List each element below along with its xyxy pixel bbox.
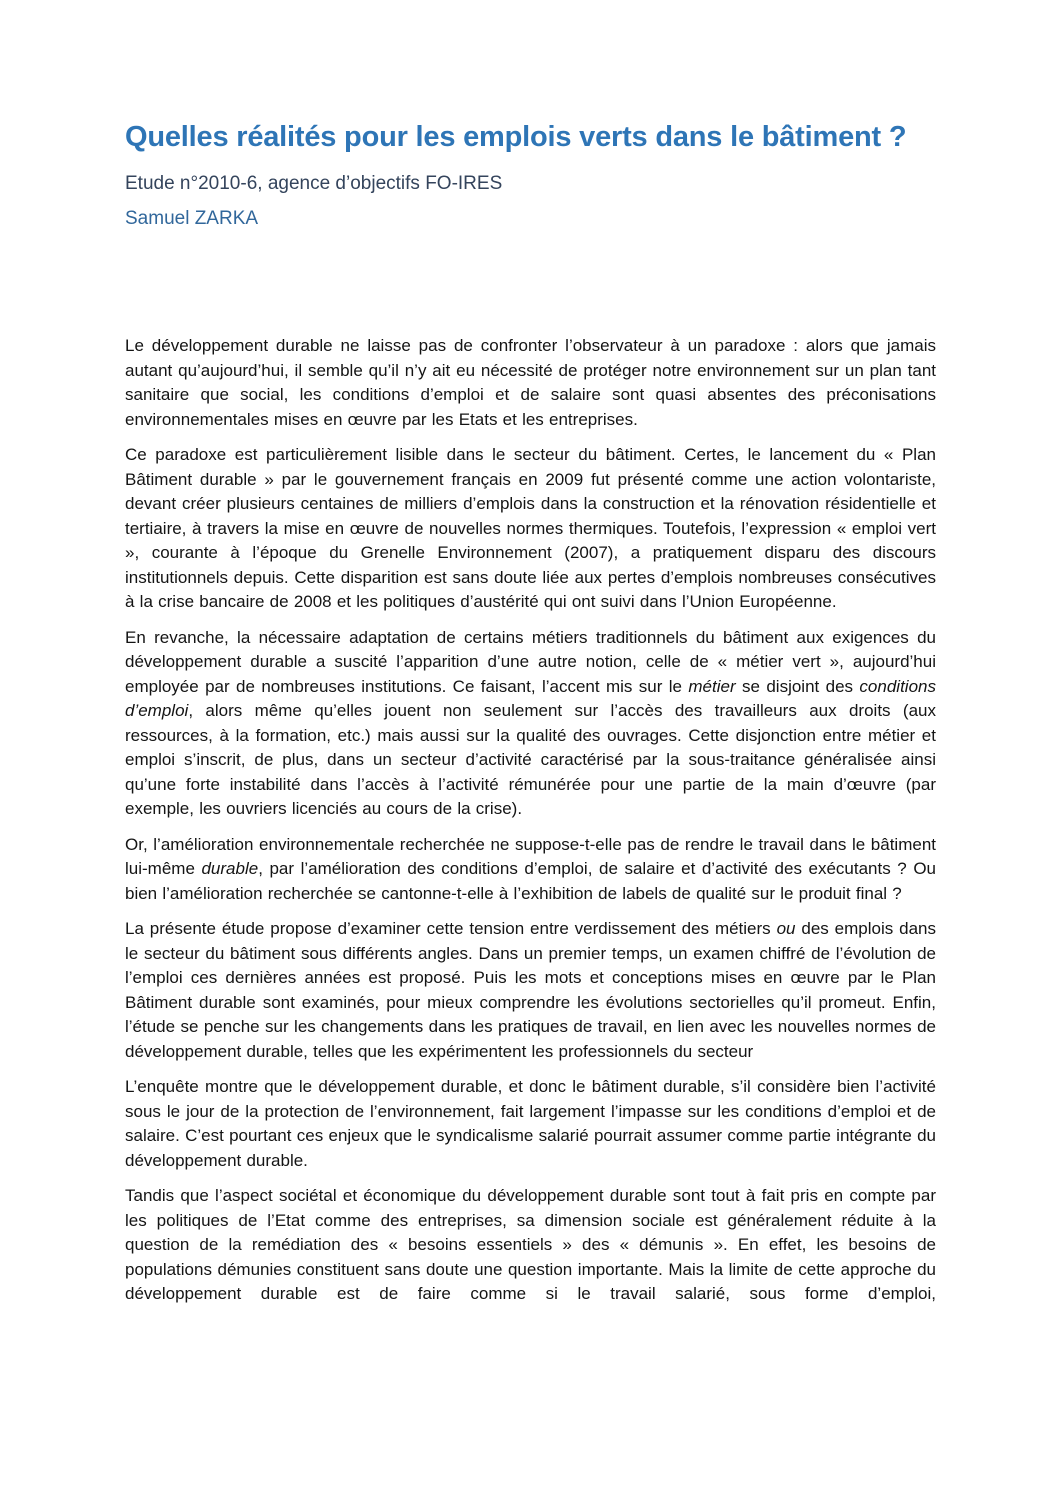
document-subtitle: Etude n°2010-6, agence d’objectifs FO-IRES	[125, 173, 503, 194]
body-paragraph	[125, 443, 936, 615]
paragraph-text: se disjoint des	[735, 676, 860, 696]
emphasized-text: ou	[776, 919, 796, 938]
body-paragraph	[125, 334, 936, 432]
body-text	[125, 334, 936, 1307]
paragraph-text: En revanche, la nécessaire adaptation de certains métiers traditionnels du bâtiment aux exigences du développement durable a suscité l’apparition d’une autre notion, celle de « métier vert », aujourd’hui employée par de nombreuses institutions. Ce faisant, l’accent mis sur le	[125, 627, 936, 696]
emphasized-text: durable	[201, 859, 259, 878]
paragraph-text: Tandis que l’aspect sociétal et économique du développement durable sont tout à fait pris en compte par les politiques de l’Etat comme des entreprises, sa dimension sociale est généralement réduite à la question de la remédiation des « besoins essentiels » des « démunis ». En effet, les besoins de populations démunies constituent sans doute une question importante. Mais la limite de cette approche du développement durable est de faire comme si le travail salarié, sous forme d’emploi,	[125, 1186, 936, 1303]
paragraph-text: Ce paradoxe est particulièrement lisible dans le secteur du bâtiment. Certes, le lancement du « Plan Bâtiment durable » par le gouvernement français en 2009 fut présenté comme une action volontariste, devant créer plusieurs centaines de milliers d’emplois dans la construction et la rénovation résidentielle et tertiaire, à travers la mise en œuvre de nouvelles normes thermiques. Toutefois, l’expression « emploi vert », courante à l’époque du Grenelle Environnement (2007), a pratiquement disparu des discours institutionnels depuis. Cette disparition est sans doute liée aux pertes d’emplois nombreuses consécutives à la crise bancaire de 2008 et les politiques d’austérité qui ont suivi dans l’Union Européenne.	[125, 445, 936, 611]
paragraph-text: La présente étude propose d’examiner cette tension entre verdissement des métiers	[125, 919, 777, 938]
paragraph-text: Le développement durable ne laisse pas de confronter l’observateur à un paradoxe : alors que jamais autant qu’aujourd’hui, il semble qu’il n’y ait eu nécessité de protéger notre environnement sur un plan tant sanitaire que social, les conditions d’emploi et de salaire sont quasi absentes des préconisations environnementales mises en œuvre par les Etats et les entreprises.	[125, 336, 936, 429]
document-title: Quelles réalités pour les emplois verts dans le bâtiment ?	[125, 121, 907, 153]
emphasized-text: conditions d’emploi	[125, 676, 936, 720]
paragraph-text: Or, l’amélioration environnementale recherchée ne suppose-t-elle pas de rendre le travail dans le bâtiment lui-même	[125, 834, 936, 878]
body-paragraph	[125, 833, 936, 907]
emphasized-text: métier	[688, 676, 736, 696]
body-paragraph	[125, 1184, 936, 1307]
body-paragraph	[125, 917, 936, 1064]
paragraph-text: , alors même qu’elles jouent non seulement sur l’accès des travailleurs aux droits (aux ressources, à la formation, etc.) mais aussi sur la qualité des ouvrages. Cette disjonction entre métier et emploi s’inscrit, de plus, dans un secteur d’activité caractérisé par la sous-traitance généralisée ainsi qu’une forte instabilité dans l’accès à l’activité rémunérée pour une partie de la main d’œuvre (par exemple, les ouvriers licenciés au cours de la crise).	[125, 701, 936, 818]
paragraph-text: des emplois dans le secteur du bâtiment sous différents angles. Dans un premier temps, un examen chiffré de l’évolution de l’emploi ces dernières années est proposé. Puis les mots et conceptions mises en œuvre par le Plan Bâtiment durable sont examinés, pour mieux comprendre les évolutions sectorielles qu’il promeut. Enfin, l’étude se penche sur les changements dans les pratiques de travail, en lien avec les nouvelles normes de développement durable, telles que les expérimentent les professionnels du secteur	[125, 919, 936, 1061]
body-paragraph	[125, 626, 936, 822]
document-author: Samuel ZARKA	[125, 208, 259, 229]
body-paragraph	[125, 1075, 936, 1173]
paragraph-text: L’enquête montre que le développement durable, et donc le bâtiment durable, s’il considère bien l’activité sous le jour de la protection de l’environnement, fait largement l’impasse sur les conditions d’emploi et de salaire. C’est pourtant ces enjeux que le syndicalisme salarié pourrait assumer comme partie intégrante du développement durable.	[125, 1077, 936, 1170]
paragraph-text: , par l’amélioration des conditions d’emploi, de salaire et d’activité des exécutants ? Ou bien l’amélioration recherchée se cantonne-t-elle à l’exhibition de labels de qualité sur le produit final ?	[125, 859, 936, 903]
